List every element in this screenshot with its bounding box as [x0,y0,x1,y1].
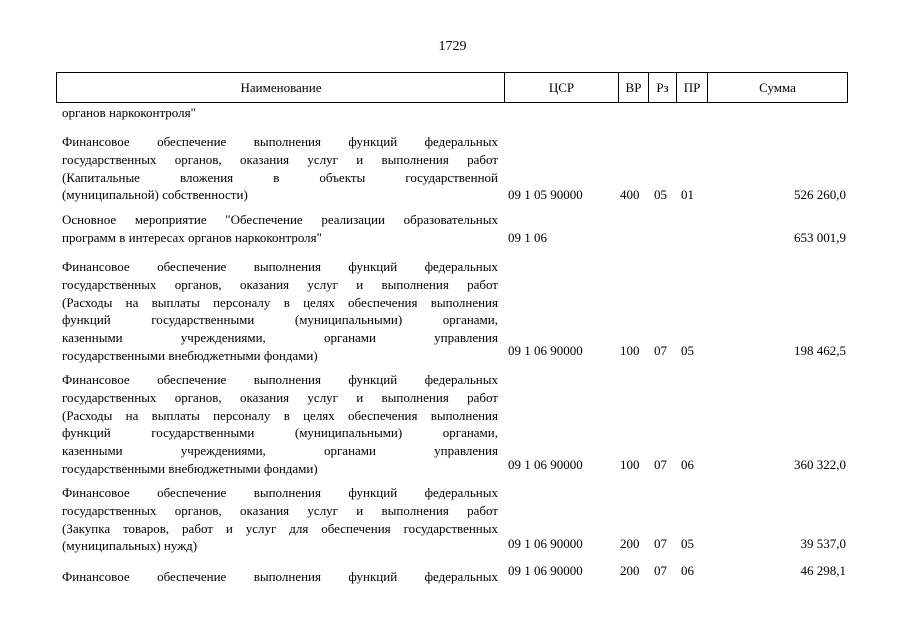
row-sum: 653 001,9 [794,230,846,245]
row-sum: 39 537,0 [800,536,846,551]
row-text-line: Финансовое обеспечение выполнения функций федеральных [62,372,498,387]
row-csr: 09 1 06 90000 [508,457,583,472]
row-text-line: Основное мероприятие "Обеспечение реализации образовательных [62,212,498,227]
row-text-line: (Капитальные вложения в объекты государственной [62,169,498,185]
row-pr: 05 [681,536,694,551]
row-text-line: (муниципальных) нужд) [62,538,198,554]
row-rz: 07 [654,536,667,551]
row-text-line: Финансовое обеспечение выполнения функций федеральных [62,259,498,274]
row-csr: 09 1 06 90000 [508,536,583,551]
header-csr: ЦСР [548,80,575,95]
header-vr: ВР [625,80,642,95]
row-text-line: казенными учреждениями, органами управления [62,443,498,459]
table-row-name [62,371,498,478]
row-text-line: государственными внебюджетными фондами) [62,347,318,363]
row-text-line: (Расходы на выплаты персоналу в целях обеспечения выполнения [62,407,498,423]
header-rz: Рз [656,80,669,95]
header-pr: ПР [683,80,701,95]
row-pr: 05 [681,343,694,358]
row-sum: 360 322,0 [794,457,846,472]
page-number: 1729 [438,39,467,54]
row-text-line: программ в интересах органов наркоконтроля" [62,229,322,245]
row-rz: 05 [654,187,667,202]
table-row-name [62,104,498,122]
row-text-line: функций государственными (муниципальными) органами, [62,312,498,328]
row-rz: 07 [654,343,667,358]
row-pr: 06 [681,563,694,578]
row-text-line: государственных органов, оказания услуг и выполнения работ [62,502,498,518]
row-pr: 01 [681,187,694,202]
row-text-line: (Расходы на выплаты персоналу в целях обеспечения выполнения [62,294,498,310]
table-row-name [62,211,498,247]
row-csr: 09 1 06 [508,230,547,245]
header-sum: Сумма [759,80,796,95]
row-csr: 09 1 05 90000 [508,187,583,202]
row-vr: 100 [620,457,640,472]
row-sum: 526 260,0 [794,187,846,202]
table-row-name [62,133,498,204]
row-text-line: Финансовое обеспечение выполнения функций федеральных [62,134,498,149]
table-row-name [62,484,498,555]
row-text-line: Финансовое обеспечение выполнения функций федеральных [62,569,498,584]
row-text-line: (муниципальной) собственности) [62,187,248,203]
row-pr: 06 [681,457,694,472]
row-text-line: казенными учреждениями, органами управления [62,330,498,346]
row-vr: 400 [620,187,640,202]
row-csr: 09 1 06 90000 [508,343,583,358]
table-header [56,72,848,103]
row-vr: 100 [620,343,640,358]
header-name: Наименование [240,80,322,95]
row-sum: 46 298,1 [800,563,846,578]
row-rz: 07 [654,457,667,472]
row-vr: 200 [620,563,640,578]
row-text-line: государственных органов, оказания услуг и выполнения работ [62,151,498,167]
row-text-line: государственных органов, оказания услуг и выполнения работ [62,276,498,292]
row-csr: 09 1 06 90000 [508,563,583,578]
row-text-line: Финансовое обеспечение выполнения функций федеральных [62,485,498,500]
row-text-line: (Закупка товаров, работ и услуг для обеспечения государственных [62,520,498,536]
row-rz: 07 [654,563,667,578]
table-row-name [62,258,498,365]
row-text-line: функций государственными (муниципальными) органами, [62,425,498,441]
row-text-line: государственных органов, оказания услуг и выполнения работ [62,389,498,405]
table-row-name [62,568,498,586]
row-vr: 200 [620,536,640,551]
row-text-line: государственными внебюджетными фондами) [62,460,318,476]
row-text-line: органов наркоконтроля" [62,105,196,120]
row-sum: 198 462,5 [794,343,846,358]
